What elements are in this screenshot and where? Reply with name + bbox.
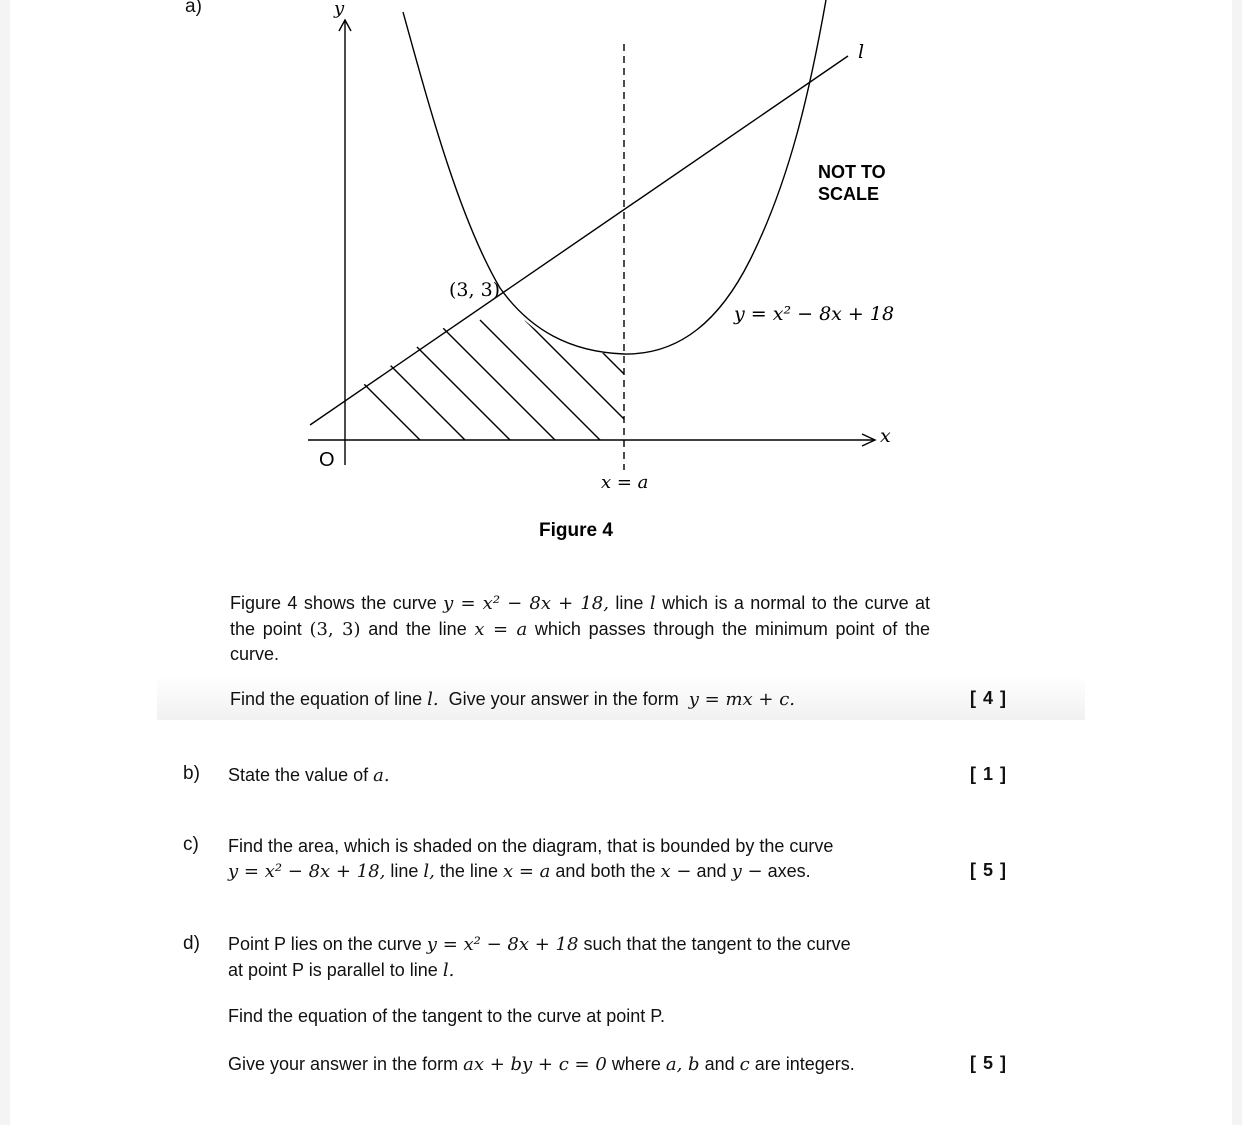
not-to-scale-line1: NOT TO xyxy=(818,162,886,182)
question-text: the line xyxy=(439,860,498,881)
part-d-label: d) xyxy=(183,933,200,954)
shaded-region-hatching xyxy=(300,320,690,440)
part-b-label: b) xyxy=(183,763,200,784)
question-text: Give your answer in the form xyxy=(228,1054,459,1074)
part-d-marks: [ 5 ] xyxy=(970,1053,1008,1073)
part-d-question xyxy=(228,932,968,983)
part-c-marks: [ 5 ] xyxy=(970,860,1008,880)
question-var-xa: x = a xyxy=(502,860,551,882)
question-text: such that the tangent to the curve xyxy=(583,934,851,954)
question-text: line xyxy=(390,860,419,881)
part-c-question xyxy=(228,834,948,884)
desc-text: and the line xyxy=(368,618,467,639)
question-text: are integers. xyxy=(754,1054,855,1074)
figure-4-diagram xyxy=(0,0,1242,560)
line-l xyxy=(310,56,848,425)
question-text: and xyxy=(696,860,727,881)
question-text: Point P lies on the curve xyxy=(228,934,422,954)
question-equation: y = x² − 8x + 18, xyxy=(228,860,386,882)
question-text: State the value of xyxy=(228,765,369,785)
question-var-y: y − xyxy=(731,860,763,882)
question-var-c: c xyxy=(739,1054,750,1075)
question-text: axes. xyxy=(767,860,811,881)
question-var-x: x − xyxy=(660,860,692,882)
question-var-l: l. xyxy=(427,689,439,710)
part-a-marks: [ 4 ] xyxy=(970,688,1008,708)
question-text: and both the xyxy=(555,860,656,881)
part-d-line4 xyxy=(228,1052,855,1078)
line-l-label: l xyxy=(858,41,865,63)
vertical-line-label: x = a xyxy=(601,472,649,493)
part-d-line3: Find the equation of the tangent to the curve at point P. xyxy=(228,1006,665,1026)
part-c-label: c) xyxy=(183,834,199,855)
question-var-l: l, xyxy=(423,860,435,882)
desc-text: line xyxy=(615,593,644,613)
desc-text: minimum point of the curve. xyxy=(230,618,930,664)
part-c-line2 xyxy=(228,859,948,885)
desc-var-l: l xyxy=(649,593,656,614)
origin-label: O xyxy=(319,449,335,471)
desc-text: Figure 4 shows the curve xyxy=(230,593,437,613)
point-label: (3, 3) xyxy=(449,279,501,301)
part-d-line2 xyxy=(228,958,968,984)
curve-label: y = x² − 8x + 18 xyxy=(734,303,895,325)
desc-equation: y = x² − 8x + 18, xyxy=(443,593,609,614)
not-to-scale-line2: SCALE xyxy=(818,184,880,204)
part-d-line1 xyxy=(228,932,968,958)
part-a-label: a) xyxy=(185,0,202,17)
desc-text: which is a normal to the xyxy=(662,593,859,613)
y-axis-label: y xyxy=(334,0,345,19)
desc-point: (3, 3) xyxy=(309,618,361,640)
part-a-description xyxy=(230,591,930,667)
question-text: Give your answer in the form xyxy=(448,689,679,709)
desc-text: curve at the point xyxy=(230,593,931,639)
x-axis-label: x xyxy=(880,425,891,447)
question-var-l: l. xyxy=(442,959,455,981)
question-text: at point P is parallel to line xyxy=(228,959,438,980)
part-a-question xyxy=(230,687,795,713)
question-text: and xyxy=(704,1054,735,1074)
question-vars: a, b xyxy=(665,1054,700,1075)
desc-var-xa: x = a xyxy=(474,618,528,640)
question-equation: y = x² − 8x + 18 xyxy=(426,934,579,955)
question-text: where xyxy=(611,1054,661,1074)
question-text: Find the area, which is shaded on the diagram, that is bounded by the curve xyxy=(228,836,834,856)
figure-caption: Figure 4 xyxy=(539,520,613,541)
question-form: y = mx + c. xyxy=(688,689,796,710)
question-var-a: a. xyxy=(373,765,390,786)
question-form: ax + by + c = 0 xyxy=(463,1054,607,1075)
part-b-question xyxy=(228,763,390,789)
desc-text: which passes through the xyxy=(534,618,748,639)
part-b-marks: [ 1 ] xyxy=(970,764,1008,784)
question-text: Find the equation of line xyxy=(230,689,423,709)
